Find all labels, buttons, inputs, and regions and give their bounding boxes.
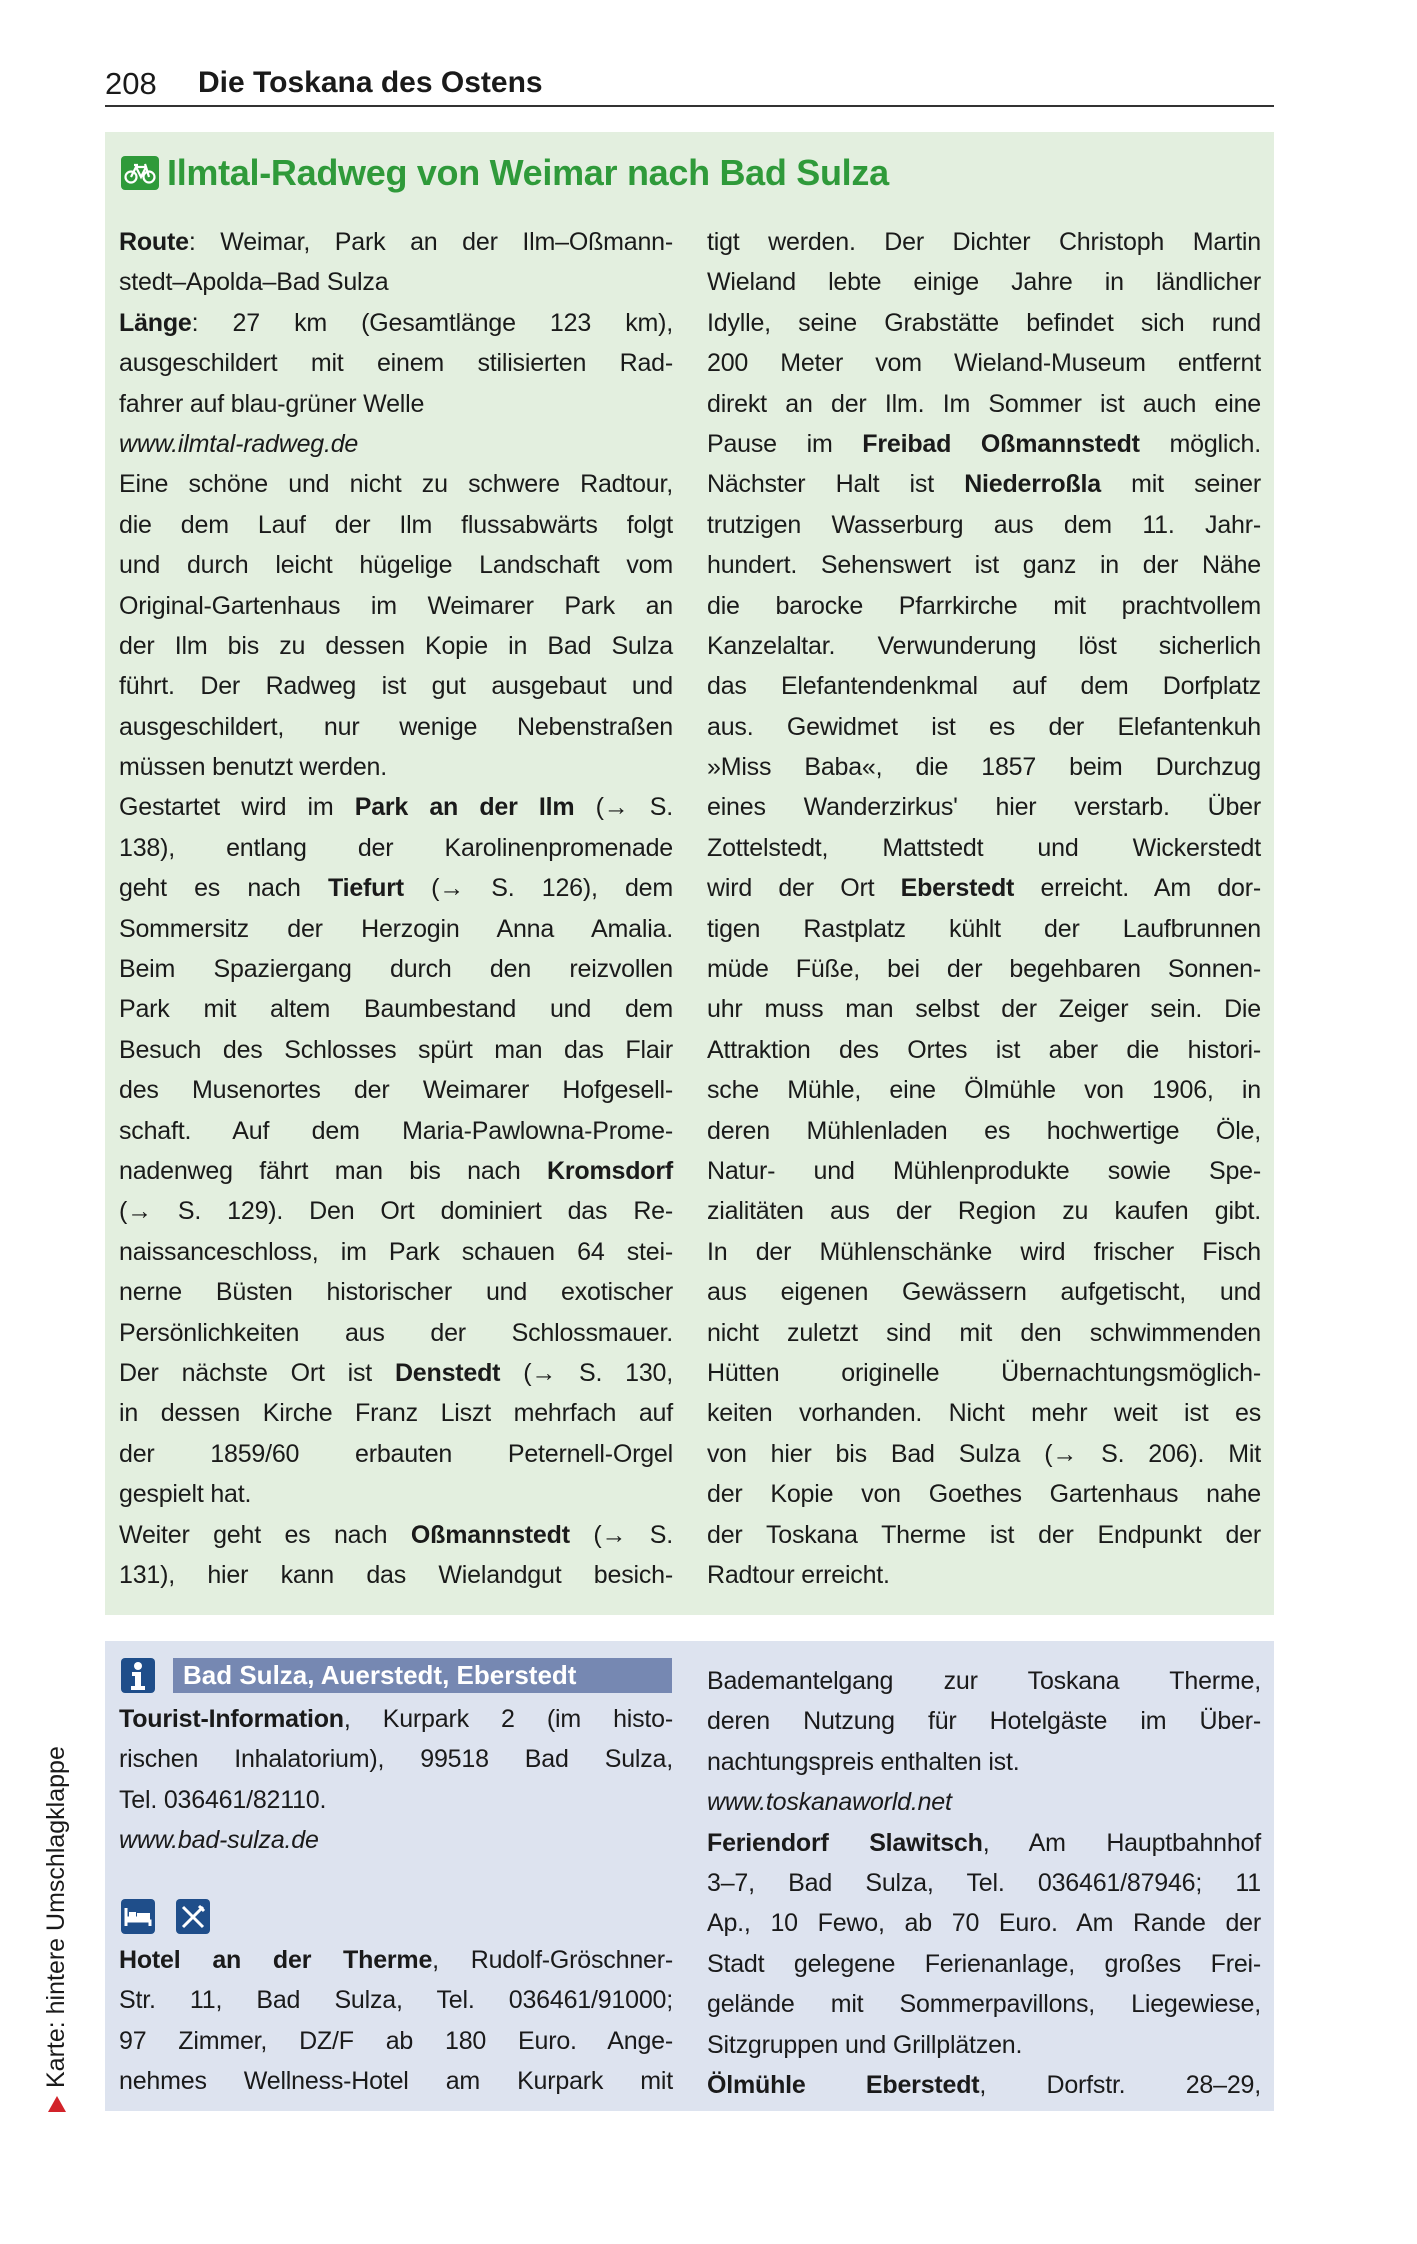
text-line [119, 1232, 673, 1272]
text-line [119, 707, 673, 747]
text-run: (→ S. [569, 1520, 673, 1549]
text-run: fahrer auf blau-grüner Welle [119, 389, 425, 418]
text-run: 131), hier kann das Wielandgut besich- [119, 1560, 673, 1589]
text-run: : 27 km (Gesamtlänge 123 km), [191, 308, 673, 337]
route-right-column [707, 222, 1261, 1595]
text-run: zialitäten aus der Region zu kaufen gibt. [707, 1197, 1261, 1226]
text-run: stedt–Apolda–Bad Sulza [119, 268, 389, 297]
text-line [119, 787, 673, 827]
tourist-info-text [119, 1699, 673, 1861]
text-run: nerne Büsten historischer und exotischer [119, 1278, 673, 1307]
text-run: 138), entlang der Karolinenpromenade [119, 833, 673, 862]
text-run: Hütten originelle Übernachtungsmöglich- [707, 1358, 1261, 1387]
text-line [707, 666, 1261, 706]
text-run: von hier bis Bad Sulza (→ S. 206). Mit [707, 1439, 1261, 1468]
text-run: Idylle, seine Grabstätte befindet sich rund [707, 308, 1261, 337]
text-line [707, 949, 1261, 989]
text-run: Wieland lebte einige Jahre in ländlicher [707, 268, 1261, 297]
bold-term: Eberstedt [900, 874, 1015, 903]
text-line [119, 222, 673, 262]
text-line [707, 1030, 1261, 1070]
text-line [119, 909, 673, 949]
text-line [707, 1313, 1261, 1353]
text-line [119, 1474, 673, 1514]
text-run: möglich. [1139, 429, 1262, 458]
text-line [707, 1111, 1261, 1151]
text-run: Natur- und Mühlenprodukte sowie Spe- [707, 1156, 1261, 1185]
text-line [707, 1555, 1261, 1595]
text-line [119, 1070, 673, 1110]
text-run: in dessen Kirche Franz Liszt mehrfach auf [119, 1399, 673, 1428]
text-line [707, 1984, 1261, 2024]
text-line [707, 384, 1261, 424]
text-run: nicht zuletzt sind mit den schwimmenden [707, 1318, 1261, 1347]
text-run: 97 Zimmer, DZ/F ab 180 Euro. Ange- [119, 2026, 673, 2055]
text-line [119, 303, 673, 343]
text-line [707, 909, 1261, 949]
text-line [707, 1863, 1261, 1903]
text-run: aus eigenen Gewässern aufgetischt, und [707, 1278, 1261, 1307]
text-run: (→ S. 130, [500, 1358, 673, 1387]
text-line [119, 1353, 673, 1393]
text-line [119, 1940, 673, 1980]
red-triangle-marker-icon [48, 2096, 66, 2112]
text-line [707, 2025, 1261, 2065]
text-run: deren Nutzung für Hotelgäste im Über- [707, 1707, 1261, 1736]
text-run: wird der Ort [707, 874, 901, 903]
text-run: Gestartet wird im [119, 793, 355, 822]
text-line [119, 384, 673, 424]
text-run: nehmes Wellness-Hotel am Kurpark mit [119, 2067, 673, 2096]
text-line [707, 1272, 1261, 1312]
text-run: (→ S. 126), dem [403, 874, 673, 903]
bold-term: Park an der Ilm [354, 793, 575, 822]
text-line [119, 1820, 673, 1860]
text-run: erreicht. Am dor- [1014, 874, 1261, 903]
text-run: Str. 11, Bad Sulza, Tel. 036461/91000; [119, 1986, 673, 2015]
text-run: »Miss Baba«, die 1857 beim Durchzug [707, 753, 1261, 782]
text-line [707, 505, 1261, 545]
route-title [121, 152, 889, 194]
text-run: ausgeschildert mit einem stilisierten Rad- [119, 349, 673, 378]
bold-term: Denstedt [394, 1358, 501, 1387]
text-line [119, 949, 673, 989]
text-run: Weiter geht es nach [119, 1520, 411, 1549]
bed-icon [121, 1899, 155, 1934]
text-run: Pause im [707, 429, 863, 458]
text-line [707, 424, 1261, 464]
info-icon [121, 1658, 155, 1693]
text-line [707, 868, 1261, 908]
text-line [707, 1515, 1261, 1555]
text-line [707, 707, 1261, 747]
text-line [707, 787, 1261, 827]
text-line [119, 747, 673, 787]
bold-term: Route [119, 228, 189, 256]
text-run: (→ S. 129). Den Ort dominiert das Re- [119, 1197, 673, 1226]
text-run: müde Füße, bei der begehbaren Sonnen- [707, 955, 1261, 984]
text-line [119, 1780, 673, 1820]
text-line [119, 626, 673, 666]
text-line [119, 989, 673, 1029]
text-run: Besuch des Schlosses spürt man das Flair [119, 1035, 673, 1064]
text-run: , Am Hauptbahnhof [982, 1828, 1262, 1857]
bold-term: Freibad Oßmannstedt [862, 429, 1140, 458]
text-run: nadenweg fährt man bis nach [119, 1156, 548, 1185]
info-heading-bar: Bad Sulza, Auerstedt, Eberstedt [173, 1658, 672, 1693]
text-line [119, 1739, 673, 1779]
text-run: Der nächste Ort ist [119, 1358, 395, 1387]
text-run: Bademantelgang zur Toskana Therme, [707, 1667, 1261, 1695]
text-run: mit seiner [1100, 470, 1261, 499]
text-run: Beim Spaziergang durch den reizvollen [119, 955, 673, 984]
side-note-text: Karte: hintere Umschlagklappe [42, 1746, 70, 2088]
text-line [119, 1151, 673, 1191]
bold-term: Länge [119, 308, 192, 337]
text-run: tigen Rastplatz kühlt der Laufbrunnen [707, 914, 1261, 943]
text-run: gespielt hat. [119, 1480, 252, 1509]
text-line [707, 1903, 1261, 1943]
text-line [707, 1434, 1261, 1474]
text-run: schaft. Auf dem Maria-Pawlowna-Prome- [119, 1116, 673, 1145]
text-line [707, 2065, 1261, 2105]
text-run: deren Mühlenladen es hochwertige Öle, [707, 1116, 1261, 1145]
text-line [707, 1393, 1261, 1433]
text-line [119, 505, 673, 545]
text-line [707, 1944, 1261, 1984]
text-line [707, 1191, 1261, 1231]
bold-term: Oßmannstedt [410, 1520, 570, 1549]
text-run: Ap., 10 Fewo, ab 70 Euro. Am Rande der [707, 1909, 1261, 1938]
route-title-text: Ilmtal-Radweg von Weimar nach Bad Sulza [167, 152, 889, 193]
text-line [119, 464, 673, 504]
text-run: , Kurpark 2 (im histo- [343, 1705, 673, 1733]
text-run: , Rudolf-Gröschner- [432, 1946, 673, 1974]
text-line [707, 1661, 1261, 1701]
text-line [119, 868, 673, 908]
text-line [707, 1782, 1261, 1822]
route-left-column [119, 222, 673, 1595]
text-line [119, 1515, 673, 1555]
text-line [119, 545, 673, 585]
text-line [707, 343, 1261, 383]
text-run: aus. Gewidmet ist es der Elefantenkuh [707, 712, 1261, 741]
web-link[interactable]: www.toskanaworld.net [707, 1788, 952, 1817]
text-run: der Toskana Therme ist der Endpunkt der [707, 1520, 1261, 1549]
text-run: Park mit altem Baumbestand und dem [119, 995, 673, 1024]
text-run: des Musenortes der Weimarer Hofgesell- [119, 1076, 673, 1105]
text-line [119, 1434, 673, 1474]
running-title: Die Toskana des Ostens [198, 66, 543, 99]
cutlery-icon [176, 1899, 210, 1934]
text-line [707, 1742, 1261, 1782]
text-line [707, 545, 1261, 585]
text-line [119, 2021, 673, 2061]
text-line [707, 828, 1261, 868]
text-line [707, 1701, 1261, 1741]
bold-term: Kromsdorf [547, 1156, 673, 1185]
text-run: führt. Der Radweg ist gut ausgebaut und [119, 672, 673, 701]
text-run: Radtour erreicht. [707, 1560, 890, 1589]
text-line [707, 586, 1261, 626]
header-rule [105, 105, 1274, 107]
text-run: die barocke Pfarrkirche mit prachtvollem [707, 591, 1261, 620]
bold-term: Hotel an der Therme [119, 1946, 433, 1974]
text-run: Stadt gelegene Ferienanlage, großes Frei- [707, 1949, 1261, 1978]
text-run: Zottelstedt, Mattstedt und Wickerstedt [707, 833, 1261, 862]
text-line [707, 989, 1261, 1029]
bicycle-icon [121, 156, 159, 190]
text-run: keiten vorhanden. Nicht mehr weit ist es [707, 1399, 1261, 1428]
text-run: Nächster Halt ist [707, 470, 965, 499]
text-line [119, 1191, 673, 1231]
text-run: müssen benutzt werden. [119, 753, 387, 782]
text-line [707, 1151, 1261, 1191]
text-line [119, 1980, 673, 2020]
text-line [119, 1313, 673, 1353]
text-line [119, 1111, 673, 1151]
text-run: In der Mühlenschänke wird frischer Fisch [707, 1237, 1261, 1266]
text-run: der Ilm bis zu dessen Kopie in Bad Sulza [119, 631, 673, 660]
text-line [707, 626, 1261, 666]
text-line [707, 262, 1261, 302]
side-note [42, 1746, 71, 2112]
text-line [119, 1699, 673, 1739]
bold-term: Niederroßla [964, 470, 1101, 499]
text-run: das Elefantendenkmal auf dem Dorfplatz [707, 672, 1261, 701]
text-run: eines Wanderzirkus' hier verstarb. Über [707, 793, 1261, 822]
text-run: 200 Meter vom Wieland-Museum entfernt [707, 349, 1261, 378]
text-line [119, 424, 673, 464]
text-line [707, 1070, 1261, 1110]
web-link[interactable]: www.bad-sulza.de [119, 1826, 319, 1855]
text-run: nachtungspreis enthalten ist. [707, 1747, 1020, 1776]
text-run: und durch leicht hügelige Landschaft vom [119, 551, 673, 580]
text-run: Eine schöne und nicht zu schwere Radtour, [119, 470, 673, 499]
text-line [707, 1232, 1261, 1272]
text-line [707, 222, 1261, 262]
bold-term: Tiefurt [327, 874, 404, 903]
text-line [707, 303, 1261, 343]
text-run: Original-Gartenhaus im Weimarer Park an [119, 591, 673, 620]
text-run: Tel. 036461/82110. [119, 1785, 327, 1814]
text-line [707, 464, 1261, 504]
text-line [119, 1555, 673, 1595]
text-run: Kanzelaltar. Verwunderung löst sicherlich [707, 631, 1261, 660]
text-run: gelände mit Sommerpavillons, Liegewiese, [707, 1990, 1261, 2019]
text-line [119, 1030, 673, 1070]
page-number: 208 [105, 66, 157, 101]
text-run: tigt werden. Der Dichter Christoph Martin [707, 228, 1261, 256]
text-run: der 1859/60 erbauten Peternell-Orgel [119, 1439, 673, 1468]
text-run: trutzigen Wasserburg aus dem 11. Jahr- [707, 510, 1261, 539]
text-line [119, 343, 673, 383]
text-line [119, 2061, 673, 2101]
text-run: Sitzgruppen und Grillplätzen. [707, 2030, 1023, 2059]
text-run: (→ S. [574, 793, 674, 822]
text-line [707, 747, 1261, 787]
text-line [119, 1272, 673, 1312]
lodging-right-text [707, 1661, 1261, 2105]
text-line [119, 586, 673, 626]
text-run: direkt an der Ilm. Im Sommer ist auch eine [707, 389, 1261, 418]
text-run: rischen Inhalatorium), 99518 Bad Sulza, [119, 1745, 673, 1774]
text-run: Sommersitz der Herzogin Anna Amalia. [119, 914, 673, 943]
text-line [707, 1823, 1261, 1863]
text-line [119, 828, 673, 868]
text-run: der Kopie von Goethes Gartenhaus nahe [707, 1480, 1261, 1509]
text-run: die dem Lauf der Ilm flussabwärts folgt [119, 510, 673, 539]
text-run: geht es nach [119, 874, 328, 903]
bold-term: Feriendorf Slawitsch [707, 1828, 983, 1857]
text-line [707, 1353, 1261, 1393]
text-run: 3–7, Bad Sulza, Tel. 036461/87946; 11 [707, 1868, 1261, 1897]
text-run: : Weimar, Park an der Ilm–Oßmann- [188, 228, 673, 256]
text-run: , Dorfstr. 28–29, [979, 2070, 1261, 2099]
text-run: ausgeschildert, nur wenige Nebenstraßen [119, 712, 673, 741]
bold-term: Ölmühle Eberstedt [707, 2070, 980, 2099]
text-run: uhr muss man selbst der Zeiger sein. Die [707, 995, 1261, 1024]
text-line [119, 1393, 673, 1433]
text-run: sche Mühle, eine Ölmühle von 1906, in [707, 1076, 1261, 1105]
text-run: Persönlichkeiten aus der Schlossmauer. [119, 1318, 673, 1347]
text-line [119, 262, 673, 302]
bold-term: Tourist-Information [119, 1705, 344, 1733]
lodging-left-text [119, 1940, 673, 2102]
text-line [707, 1474, 1261, 1514]
text-run: Attraktion des Ortes ist aber die histori- [707, 1035, 1261, 1064]
text-line [119, 666, 673, 706]
text-run: naissanceschloss, im Park schauen 64 stei- [119, 1237, 673, 1266]
web-link[interactable]: www.ilmtal-radweg.de [119, 429, 359, 458]
text-run: hundert. Sehenswert ist ganz in der Nähe [707, 551, 1261, 580]
